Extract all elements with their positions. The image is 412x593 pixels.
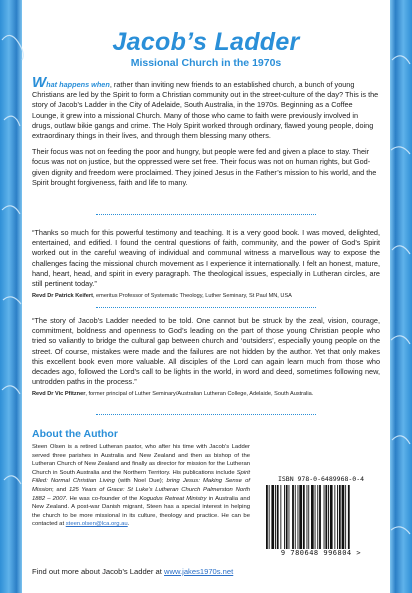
intro-paragraph-1 — [32, 74, 380, 141]
book-subtitle: Missional Church in the 1970s — [130, 57, 282, 69]
barcode-image — [264, 485, 378, 549]
intro-lead: hat happens when — [46, 80, 110, 89]
footer-text: Find out more about Jacob’s Ladder at — [32, 567, 164, 576]
barcode-bar — [307, 485, 308, 549]
about-text: Steen Olsen is a retired Lutheran pastor, who after his time with Jacob’s Ladder served three parishes in Australia and New Zealand and then as bishop of the Lutheran Church of New Zealand and finally as director for mission for the Lutheran Church in South Australia and the Northern Territory. His publications include Spirit Filled: Normal Christian Living (with Noel Due); bring Jesus: Making Sense of Mission; and 125 Years of Grace: St Luke’s Lutheran Church Palmerston North 1882 – 2007. He was co-founder of the Kogudus Retreat Ministry in Australia and New Zealand. A post-war Danish migrant, Steen has a special interest in helping the church to be more missional in its culture, theology and practice. He can be contacted at steen.olsen@lca.org.au. — [32, 444, 250, 528]
about-book-4: Kogudus Retreat Ministry — [139, 495, 207, 502]
barcode-bar — [269, 485, 270, 549]
endorsement-2-role: , former principal of Luther Seminary/Australian Lutheran College, Adelaide, South Australia. — [85, 391, 314, 398]
barcode-bar — [271, 485, 274, 549]
right-blue-border — [390, 0, 412, 593]
barcode-block — [258, 475, 384, 561]
intro-text — [32, 74, 380, 194]
endorsement-1-author: Revd Dr Patrick Keifert — [32, 293, 93, 300]
barcode-arrow: > — [356, 549, 362, 557]
about-text-a: Steen Olsen is a retired Lutheran pastor, who after his time with Jacob’s Ladder served three parishes in Australia and New Zealand and then as bishop of the Lutheran Church of New Zealand and finally as director for mission for the Lutheran Church in South Australia and the Northern Territory. His publications include — [32, 444, 250, 476]
barcode-bar — [286, 485, 288, 549]
left-blue-border — [0, 0, 22, 593]
barcode-bar — [324, 485, 325, 549]
barcode-bar — [295, 485, 296, 549]
about-text-e: in Australia and New Zealand. A post-war Danish migrant, Steen has a special interest in helping the church to be more missional in its culture, theology and practice. He can be contacted at — [32, 495, 250, 528]
barcode-bar — [348, 485, 350, 549]
isbn-label: ISBN 978-0-6489968-0-4 — [277, 475, 365, 483]
about-text-c: ; and — [51, 486, 69, 493]
barcode-bar — [303, 485, 305, 549]
about-book-2: bring Jesus: Making Sense of Mission — [32, 478, 250, 493]
barcode-bar — [334, 485, 335, 549]
barcode-bar — [299, 485, 302, 549]
back-cover — [26, 0, 386, 593]
about-book-1: Spirit Filled: Normal Christian Living — [32, 469, 250, 485]
dotted-divider-1 — [96, 214, 316, 215]
drop-cap: W — [32, 74, 47, 91]
dotted-divider-2 — [96, 307, 316, 308]
barcode-bar — [330, 485, 333, 549]
barcode-digits: 9 780648 996804 — [280, 549, 352, 557]
barcode-bar — [328, 485, 329, 549]
about-text-d: . He was co-founder of the — [65, 495, 140, 502]
barcode-bar — [298, 485, 299, 549]
barcode-bar — [342, 485, 345, 549]
barcode-bar — [325, 485, 327, 549]
about-heading: About the Author — [32, 428, 118, 440]
barcode-number — [258, 549, 384, 557]
author-email-link[interactable]: steen.olsen@lca.org.au — [65, 521, 128, 528]
intro-paragraph-1-text: , rather than inviting new friends to an established church, a bunch of young Christians are led by the Spirit to form a Christian community out in the street-culture of the day? This is the story of Jacob’s Ladder in the City of Adelaide, South Australia, in the 1970s. Beginning as a Coffee Lounge, it grew into a missional Church. Many of those who came to faith were previously involved in drugs, outlaw bikie gangs and crime. The Holy Spirit worked through ordinary, flawed young people, doing extraordinary things in their lives, and through them blessing many others. — [32, 80, 379, 141]
about-book-3: 125 Years of Grace: St Luke’s Lutheran Church Palmerston North 1882 – 2007 — [32, 486, 250, 502]
endorsement-1-attribution — [32, 292, 380, 300]
barcode-bar — [275, 485, 276, 549]
about-text-b: (with Noel Due); — [114, 478, 167, 485]
footer-note — [32, 567, 380, 576]
endorsement-1-role: , emeritus Professor of Systematic Theology, Luther Seminary, St Paul MN, USA — [92, 293, 292, 300]
endorsement-2 — [32, 316, 380, 398]
barcode-bar — [311, 485, 314, 549]
barcode-bar — [308, 485, 309, 549]
barcode-bar — [277, 485, 279, 549]
endorsement-2-attribution — [32, 390, 380, 398]
barcode-bar — [289, 485, 290, 549]
website-link[interactable]: www.jakes1970s.net — [164, 567, 234, 576]
barcode-bar — [266, 485, 268, 549]
endorsement-2-text: “The story of Jacob’s Ladder needed to be told. One cannot but be struck by the zeal, vision, courage, commitment, boldness and openness to God’s leading on the part of those young Christian people who tried so valiantly to bridge the cultural gap between church and ‘outsiders’, especially young people on the street. Of course, mistakes were made and the failures are not hidden by the author. Yet that only makes this excellent book even more valuable. All disciples of the Lord can again learn much from those who decades ago, followed the Lord’s call to be lights in the world, in word and deed, sometimes following new, untrodden paths in the process.” — [32, 316, 380, 387]
barcode-bar — [337, 485, 338, 549]
endorsement-2-author: Revd Dr Vic Pfitzner — [32, 391, 86, 398]
barcode-bar — [315, 485, 316, 549]
barcode-bar — [345, 485, 346, 549]
barcode-bar — [317, 485, 318, 549]
barcode-bar — [292, 485, 294, 549]
endorsement-1 — [32, 228, 380, 300]
barcode-bar — [319, 485, 321, 549]
barcode-bar — [339, 485, 341, 549]
barcode-bar — [280, 485, 281, 549]
dotted-divider-3 — [96, 414, 316, 415]
book-title: Jacob’s Ladder — [112, 28, 300, 56]
endorsement-1-text: “Thanks so much for this powerful testimony and teaching. It is a very good book. I was moved, delighted, entertained, and edified. I found the central questions of faith, community, and the power of God’s Spirit worked out in the careful weaving of individual and communal witness a marvellous way to expose the challenges facing the missional church movement as I experience it internationally. I felt an honest, mature, hand, heart, head, and spirit in every paragraph. The theological issues, especially in Lutheran circles, are still pertinent today.” — [32, 228, 380, 289]
intro-paragraph-2: Their focus was not on feeding the poor and hungry, but people were fed and given a place to stay. Their focus was not on justice, but the oppressed were set free. Their focus was not on human rights, but God-given dignity and freedom were proclaimed. They joined Jesus in the Father’s mission to his world, and the Spirit brought forgiveness, faith and life to many. — [32, 147, 377, 187]
barcode-bar — [284, 485, 285, 549]
